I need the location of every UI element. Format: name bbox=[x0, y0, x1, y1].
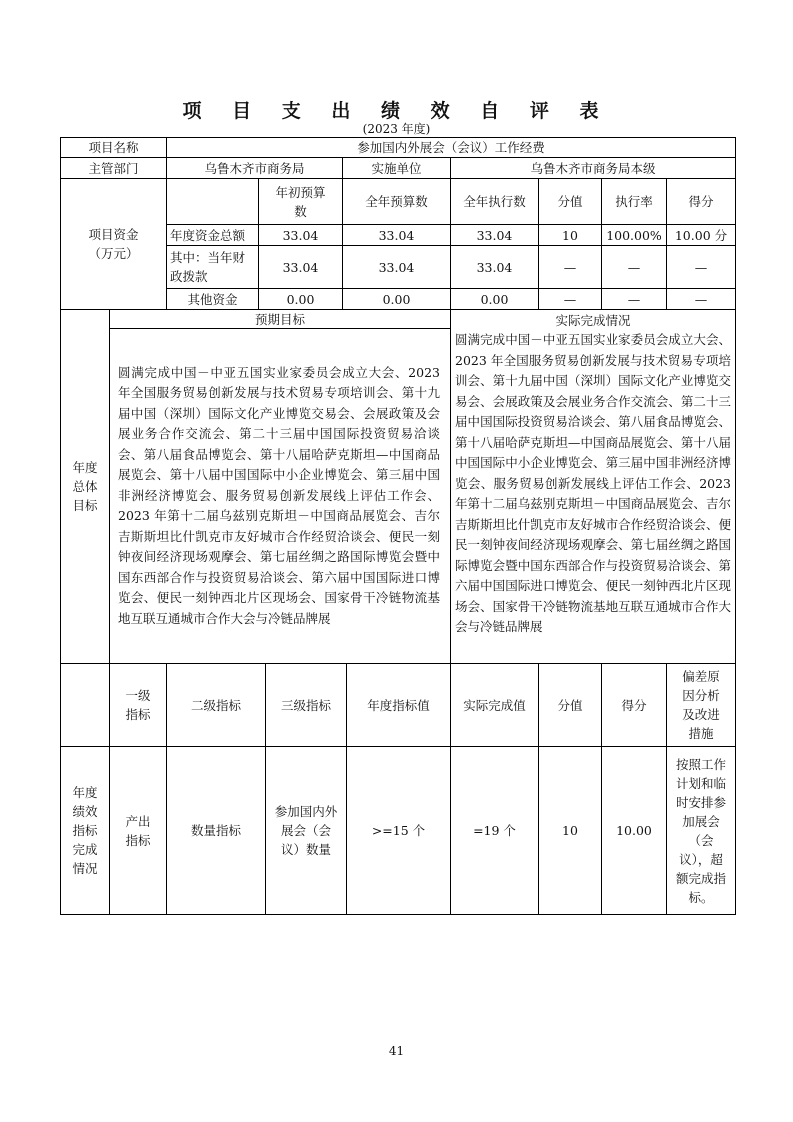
funds-cell: 33.04 bbox=[450, 245, 539, 289]
actual-goal-header: 实际完成情况 bbox=[555, 313, 631, 328]
impl-value: 乌鲁木齐市商务局本级 bbox=[450, 157, 736, 179]
funds-cell: 0.00 bbox=[450, 288, 539, 310]
indicators-header-level3: 三级指标 bbox=[265, 663, 347, 747]
funds-header-score-value: 分值 bbox=[538, 178, 602, 225]
funds-cell: — bbox=[538, 245, 602, 289]
funds-cell: 33.04 bbox=[342, 224, 451, 246]
funds-header-annual: 全年预算数 bbox=[342, 178, 451, 225]
impl-label: 实施单位 bbox=[342, 157, 451, 179]
indicator-level2: 数量指标 bbox=[166, 746, 266, 915]
indicator-score-value: 10 bbox=[538, 746, 602, 915]
indicators-header-actual: 实际完成值 bbox=[450, 663, 539, 747]
indicator-level1: 产出指标 bbox=[109, 746, 167, 915]
indicator-remark: 按照工作计划和临时安排参加展会（会议），超额完成指标。 bbox=[666, 746, 736, 915]
funds-row-label: 年度资金总额 bbox=[166, 224, 259, 246]
funds-cell: — bbox=[666, 288, 736, 310]
indicators-header-remark: 偏差原因分析及改进措施 bbox=[666, 663, 736, 747]
funds-header-executed: 全年执行数 bbox=[450, 178, 539, 225]
page-number: 41 bbox=[388, 1044, 405, 1058]
goals-label: 年度 总体 目标 bbox=[60, 309, 110, 664]
project-name-label: 项目名称 bbox=[60, 137, 167, 158]
project-name-value: 参加国内外展会（会议）工作经费 bbox=[166, 137, 736, 158]
funds-row-label: 其中：当年财政拨款 bbox=[166, 245, 259, 289]
funds-row-label: 其他资金 bbox=[166, 288, 259, 310]
funds-cell: 33.04 bbox=[342, 245, 451, 289]
expected-goal-header: 预期目标 bbox=[109, 309, 451, 329]
funds-cell: 0.00 bbox=[342, 288, 451, 310]
indicators-header-score-value: 分值 bbox=[538, 663, 602, 747]
funds-cell: — bbox=[601, 245, 667, 289]
indicators-header-level2: 二级指标 bbox=[166, 663, 266, 747]
actual-goal-content: 圆满完成中国－中亚五国实业家委员会成立大会、2023 年全国服务贸易创新发展与技术贸易专项培训会、第十九届中国（深圳）国际文化产业博览交易会、会展政策及会展业务合作交流会、第二十三届中国国际投资贸易洽谈会、第八届食品博览会、第十八届哈萨克斯坦—中国商品展览会、第十八届中国国际中小企业博览会、第三届中国非洲经济博览会、服务贸易创新发展线上评估工作会、2023 年第十二届乌兹别克斯坦－中国商品展览会、吉尔吉斯斯坦比什凯克市友好城市合作经贸洽谈会、便民一刻钟夜间经济现场观摩会、第七届丝绸之路国际博览会暨中国东西部合作与投资贸易洽谈会、第六届中国国际进口博览会、便民一刻钟西北片区现场会、国家骨干冷链物流基地互联互通城市合作大会与冷链品牌展 bbox=[455, 332, 731, 634]
indicators-header-target: 年度指标值 bbox=[346, 663, 451, 747]
expected-goal-text: 圆满完成中国－中亚五国实业家委员会成立大会、2023 年全国服务贸易创新发展与技术贸易专项培训会、第十九届中国（深圳）国际文化产业博览交易会、会展政策及会展业务合作交流会、第二十三届中国国际投资贸易洽谈会、第八届食品博览会、第十八届哈萨克斯坦—中国商品展览会、第十八届中国国际中小企业博览会、第三届中国非洲经济博览会、服务贸易创新发展线上评估工作会、2023 年第十二届乌兹别克斯坦－中国商品展览会、吉尔吉斯斯坦比什凯克市友好城市合作经贸洽谈会、便民一刻钟夜间经济现场观摩会、第七届丝绸之路国际博览会暨中国东西部合作与投资贸易洽谈会、第六届中国国际进口博览会、便民一刻钟西北片区现场会、国家骨干冷链物流基地互联互通城市合作大会与冷链品牌展 bbox=[109, 328, 451, 664]
funds-cell: 33.04 bbox=[258, 245, 343, 289]
indicators-header-blank bbox=[60, 663, 110, 747]
funds-cell: 10 bbox=[538, 224, 602, 246]
actual-goal-text bbox=[450, 309, 736, 664]
funds-cell: 33.04 bbox=[258, 224, 343, 246]
funds-label: 项目资金 （万元） bbox=[60, 178, 167, 310]
funds-header-rate: 执行率 bbox=[601, 178, 667, 225]
funds-cell: 100.00% bbox=[601, 224, 667, 246]
funds-header-blank bbox=[166, 178, 259, 225]
dept-value: 乌鲁木齐市商务局 bbox=[166, 157, 343, 179]
page-title: 项 目 支 出 绩 效 自 评 表 bbox=[182, 100, 611, 122]
funds-cell: — bbox=[666, 245, 736, 289]
indicator-level3: 参加国内外展会（会议）数量 bbox=[265, 746, 347, 915]
indicators-header-level1: 一级指标 bbox=[109, 663, 167, 747]
funds-header-score: 得分 bbox=[666, 178, 736, 225]
indicators-section-label: 年度 绩效 指标 完成 情况 bbox=[60, 746, 110, 915]
funds-cell: 0.00 bbox=[258, 288, 343, 310]
performance-table bbox=[61, 138, 736, 916]
funds-cell: — bbox=[601, 288, 667, 310]
indicator-score: 10.00 bbox=[601, 746, 667, 915]
funds-cell: 10.00 分 bbox=[666, 224, 736, 246]
indicator-actual: =19 个 bbox=[450, 746, 539, 915]
funds-header-initial: 年初预算数 bbox=[258, 178, 343, 225]
funds-cell: — bbox=[538, 288, 602, 310]
indicators-header-score: 得分 bbox=[601, 663, 667, 747]
page-subtitle: (2023 年度) bbox=[362, 122, 431, 136]
dept-label: 主管部门 bbox=[60, 157, 167, 179]
indicator-target: >=15 个 bbox=[346, 746, 451, 915]
funds-cell: 33.04 bbox=[450, 224, 539, 246]
